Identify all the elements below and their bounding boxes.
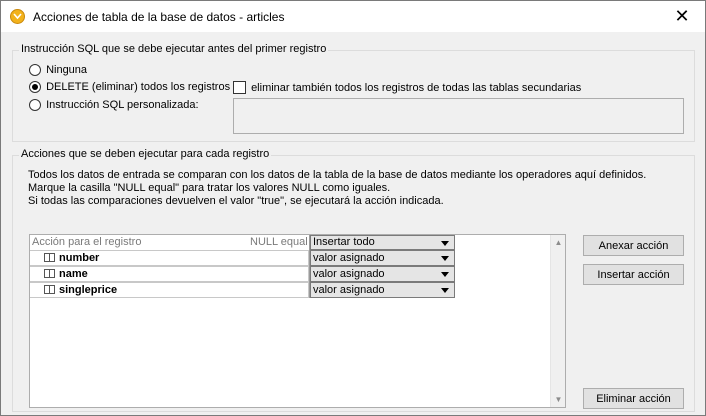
row-name-label: name	[59, 268, 88, 280]
column-divider	[309, 235, 310, 298]
record-action-dropdown[interactable]	[310, 235, 455, 250]
radio-custom-sql-label: Instrucción SQL personalizada:	[46, 99, 199, 112]
pre-sql-legend: Instrucción SQL que se debe ejecutar antes del primer registro	[21, 43, 327, 55]
chevron-down-icon	[441, 256, 449, 261]
radio-delete-all[interactable]	[29, 81, 230, 93]
column-icon	[44, 269, 55, 278]
app-logo-icon	[10, 9, 25, 24]
actions-legend: Acciones que se deben ejecutar para cada registro	[21, 148, 270, 160]
pre-sql-group	[12, 43, 695, 142]
record-action-value: Insertar todo	[313, 236, 375, 248]
description-line-3: Si todas las comparaciones devuelven el valor "true", se ejecutará la acción indicada.	[28, 195, 444, 207]
chevron-down-icon	[441, 288, 449, 293]
description-line-1: Todos los datos de entrada se comparan con los datos de la tabla de la base de datos mediante los operadores aquí definidos.	[28, 169, 647, 181]
delete-children-checkbox-box[interactable]	[233, 81, 246, 94]
table-row	[30, 266, 455, 282]
delete-children-checkbox[interactable]	[233, 81, 581, 94]
row-operator-dropdown[interactable]	[310, 250, 455, 266]
header-null-equal: NULL equal	[250, 236, 308, 248]
close-icon: ✕	[674, 6, 690, 26]
title-bar	[1, 1, 705, 32]
column-icon	[44, 253, 55, 262]
table-row	[30, 282, 455, 298]
radio-delete-all-indicator[interactable]	[29, 81, 41, 93]
close-button[interactable]	[659, 1, 705, 32]
table-scrollbar[interactable]	[550, 235, 565, 407]
row-name-cell	[30, 282, 309, 298]
insert-action-button[interactable]: Insertar acción	[583, 264, 684, 285]
radio-none-indicator[interactable]	[29, 64, 41, 76]
radio-none-label: Ninguna	[46, 64, 88, 77]
scroll-down-icon[interactable]: ▼	[554, 395, 563, 404]
row-operator-dropdown[interactable]	[310, 266, 455, 282]
row-operator-value: valor asignado	[313, 268, 385, 280]
table-header-row	[30, 235, 455, 250]
table-row	[30, 250, 455, 266]
column-icon	[44, 285, 55, 294]
radio-delete-all-label: DELETE (eliminar) todos los registros	[46, 81, 231, 94]
window-title: Acciones de tabla de la base de datos - articles	[33, 10, 285, 24]
delete-children-label: eliminar también todos los registros de todas las tablas secundarias	[251, 81, 582, 94]
custom-sql-input[interactable]	[233, 98, 684, 134]
actions-table[interactable]	[29, 234, 566, 408]
row-operator-dropdown[interactable]	[310, 282, 455, 298]
row-operator-value: valor asignado	[313, 252, 385, 264]
radio-none[interactable]	[29, 64, 87, 76]
row-name-cell	[30, 250, 309, 266]
row-name-label: number	[59, 252, 100, 264]
row-operator-value: valor asignado	[313, 284, 385, 296]
row-name-label: singleprice	[59, 284, 118, 296]
header-action: Acción para el registro	[32, 236, 142, 248]
scroll-up-icon[interactable]: ▲	[554, 238, 563, 247]
row-name-cell	[30, 266, 309, 282]
append-action-button[interactable]: Anexar acción	[583, 235, 684, 256]
delete-action-button[interactable]: Eliminar acción	[583, 388, 684, 409]
radio-custom-sql-indicator[interactable]	[29, 99, 41, 111]
chevron-down-icon	[441, 272, 449, 277]
description-line-2: Marque la casilla "NULL equal" para tratar los valores NULL como iguales.	[28, 182, 391, 194]
radio-custom-sql[interactable]	[29, 99, 199, 111]
chevron-down-icon	[441, 241, 449, 246]
